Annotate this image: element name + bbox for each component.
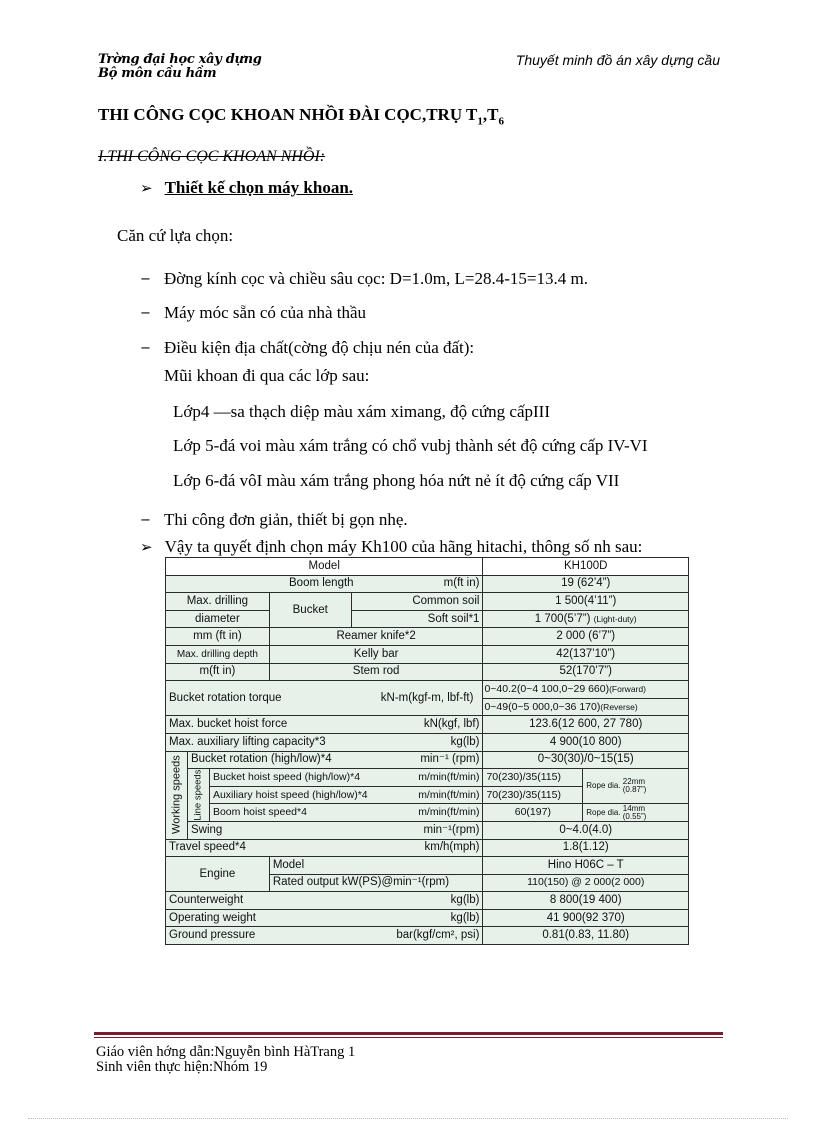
title-sub-1: 1 — [477, 115, 483, 128]
geology-intro: Mũi khoan đi qua các lớp sau: — [164, 366, 370, 385]
list-item — [140, 338, 475, 357]
kg-unit: kg(lb) — [450, 911, 480, 924]
swing-label: Swing — [190, 823, 223, 836]
list-item-text: Đờng kính cọc và chiều sâu cọc: D=1.0m, L=28.4-15=13.4 m. — [164, 269, 588, 288]
list-item — [140, 269, 588, 288]
table-row — [166, 716, 689, 734]
table-row — [166, 558, 689, 576]
footer-divider-thin — [94, 1037, 723, 1038]
table-cell: 123.6(12 600, 27 780) — [483, 716, 689, 734]
table-cell — [187, 751, 482, 769]
travel-unit: km/h(mph) — [424, 841, 480, 854]
table-header-value: KH100D — [483, 558, 689, 576]
bucket-hoist-label: Bucket hoist speed (high/low)*4 — [212, 770, 361, 783]
rope-size-14: 14mm — [622, 803, 645, 813]
aux-lift-unit: kg(lb) — [450, 735, 480, 748]
section-heading: I.THI CÔNG CỌC KHOAN NHỒI: — [98, 148, 326, 165]
table-cell — [166, 927, 483, 945]
table-cell — [166, 909, 483, 927]
boom-hoist-label: Boom hoist speed*4 — [212, 806, 307, 819]
table-row — [166, 909, 689, 927]
table-row — [166, 575, 689, 593]
counterweight-label: Counterweight — [169, 894, 244, 907]
table-cell: 1.8(1.12) — [483, 839, 689, 857]
footer-student: Sinh viên thực hiện:Nhóm 19 — [96, 1059, 268, 1075]
table-cell — [166, 681, 483, 716]
torque-unit: kN-m(kgf-m, lbf-ft) — [380, 691, 474, 704]
aux-hoist-label: Auxiliary hoist speed (high/low)*4 — [212, 788, 368, 801]
table-cell — [166, 733, 483, 751]
dash-bullet: − — [140, 513, 151, 528]
table-cell: Hino H06C – T — [483, 857, 689, 875]
list-item — [140, 510, 408, 529]
reverse-note: (Reverse) — [600, 701, 638, 712]
speed-unit: m/min(ft/min) — [418, 770, 480, 783]
dash-bullet: − — [140, 272, 151, 287]
table-cell — [166, 839, 483, 857]
table-cell: 52(170’7”) — [483, 663, 689, 681]
table-row — [166, 610, 689, 628]
travel-label: Travel speed*4 — [169, 841, 246, 854]
page-title — [98, 105, 504, 127]
rope-dia-label: Rope dia. — [586, 781, 621, 791]
boom-length-label: Boom length — [289, 577, 354, 590]
list-item-text: Điều kiện địa chất(cờng độ chịu nén của đất): — [164, 338, 475, 357]
table-cell: 110(150) @ 2 000(2 000) — [483, 874, 689, 892]
table-cell — [583, 769, 689, 804]
table-row — [166, 821, 689, 839]
list-item-text: Máy móc sẵn có của nhà thầu — [164, 303, 367, 322]
table-cell — [166, 575, 483, 593]
table-cell: 0~4.0(4.0) — [483, 821, 689, 839]
table-cell: Rated output kW(PS)@min⁻¹(rpm) — [269, 874, 483, 892]
table-cell: Max. drilling — [166, 593, 270, 611]
list-item — [140, 303, 367, 322]
spec-table — [165, 557, 689, 945]
soft-soil-value: 1 700(5’7”) — [534, 612, 591, 625]
table-cell: m(ft in) — [166, 663, 270, 681]
operating-weight-label: Operating weight — [169, 911, 256, 924]
bucket-rotation-unit: min⁻¹ (rpm) — [420, 753, 480, 766]
speed-unit: m/min(ft/min) — [418, 806, 480, 819]
table-cell: Common soil — [351, 593, 483, 611]
table-cell — [187, 821, 482, 839]
table-cell — [483, 681, 689, 699]
table-cell — [483, 610, 689, 628]
page-bottom-border — [28, 1118, 788, 1119]
table-cell: Model — [269, 857, 483, 875]
torque-reverse: 0~49(0~5 000,0~36 170) — [484, 700, 601, 713]
table-row — [166, 681, 689, 699]
arrow-bullet-icon: ➢ — [140, 538, 153, 556]
dash-bullet: − — [140, 341, 151, 356]
table-cell: 41 900(92 370) — [483, 909, 689, 927]
table-cell: 60(197) — [483, 804, 583, 822]
table-cell: diameter — [166, 610, 270, 628]
table-row — [166, 839, 689, 857]
aux-lift-label: Max. auxiliary lifting capacity*3 — [169, 735, 326, 748]
ground-pressure-label: Ground pressure — [169, 929, 256, 942]
table-cell — [483, 698, 689, 716]
table-cell: 70(230)/35(115) — [483, 769, 583, 787]
subheading: Thiết kế chọn máy khoan. — [164, 178, 354, 197]
title-text: THI CÔNG CỌC KHOAN NHỒI ĐÀI CỌC,TRỤ T — [98, 105, 478, 124]
speed-unit: m/min(ft/min) — [418, 788, 480, 801]
table-cell: Max. drilling depth — [166, 645, 270, 663]
header-right: Thuyết minh đồ án xây dựng cầu — [515, 52, 720, 68]
table-cell: Engine — [166, 857, 270, 892]
table-cell: 2 000 (6’7”) — [483, 628, 689, 646]
rope-size-22-inch: (0.87”) — [622, 785, 647, 795]
table-cell: Kelly bar — [269, 645, 483, 663]
header-left — [98, 53, 262, 81]
table-cell: 4 900(10 800) — [483, 733, 689, 751]
table-cell — [583, 804, 689, 822]
table-cell: 70(230)/35(115) — [483, 786, 583, 804]
table-cell — [209, 769, 482, 787]
title-sub-6: 6 — [498, 115, 504, 128]
subheading-row — [140, 178, 353, 198]
header-department: Bộ môn cầu hầm — [98, 66, 217, 81]
table-row — [166, 733, 689, 751]
intro-text: Căn cứ lựa chọn: — [117, 226, 234, 245]
layer-item: Lớp 6-đá vôI màu xám trắng phong hóa nứt nẻ ít độ cứng cấp VII — [173, 471, 620, 490]
layer-item: Lớp4 —sa thạch diệp màu xám ximang, độ cứng cấpIII — [173, 402, 550, 421]
title-comma: ,T — [482, 105, 499, 124]
table-cell: Bucket — [269, 593, 351, 628]
rope-size-14-inch: (0.55”) — [622, 811, 647, 821]
table-row — [166, 927, 689, 945]
table-cell — [166, 892, 483, 910]
table-row — [166, 857, 689, 875]
forward-note: (Forward) — [609, 683, 646, 694]
list-item-text: Thi công đơn giản, thiết bị gọn nhẹ. — [164, 510, 408, 529]
table-row — [166, 892, 689, 910]
bucket-rotation-label: Bucket rotation (high/low)*4 — [190, 753, 332, 766]
working-speeds-label: Working speeds — [166, 751, 188, 839]
table-row — [166, 593, 689, 611]
light-duty-note: (Light-duty) — [593, 613, 637, 624]
swing-unit: min⁻¹(rpm) — [423, 823, 480, 836]
table-row — [166, 769, 689, 787]
boom-length-unit: m(ft in) — [443, 577, 480, 590]
table-header-model: Model — [166, 558, 483, 576]
arrow-bullet-icon: ➢ — [140, 179, 153, 197]
table-cell — [209, 804, 482, 822]
table-cell: 0.81(0.83, 11.80) — [483, 927, 689, 945]
table-cell — [166, 716, 483, 734]
rope-dia-label: Rope dia. — [586, 807, 621, 817]
table-row — [166, 645, 689, 663]
table-cell: Reamer knife*2 — [269, 628, 483, 646]
torque-label: Bucket rotation torque — [169, 691, 282, 704]
table-row — [166, 663, 689, 681]
table-cell — [209, 786, 482, 804]
table-row — [166, 751, 689, 769]
kg-unit: kg(lb) — [450, 894, 480, 907]
hoist-force-label: Max. bucket hoist force — [169, 718, 288, 731]
table-cell: 1 500(4’11”) — [483, 593, 689, 611]
conclusion-text: Vậy ta quyết định chọn máy Kh100 của hãng hitachi, thông số nh sau: — [164, 537, 643, 556]
table-cell: 0~30(30)/0~15(15) — [483, 751, 689, 769]
header-university: Trờng đại học xây dựng — [98, 52, 262, 67]
ground-pressure-unit: bar(kgf/cm², psi) — [396, 929, 480, 942]
rope-size-22: 22mm — [622, 777, 645, 787]
table-row — [166, 804, 689, 822]
table-cell: mm (ft in) — [166, 628, 270, 646]
torque-forward: 0~40.2(0~4 100,0~29 660) — [484, 682, 610, 695]
table-cell: 42(137’10”) — [483, 645, 689, 663]
footer-divider — [94, 1032, 723, 1035]
line-speeds-label: Line speeds — [187, 769, 209, 822]
table-cell: 19 (62’4”) — [483, 575, 689, 593]
table-cell: Stem rod — [269, 663, 483, 681]
layer-item: Lớp 5-đá voi màu xám trắng có chổ vubj thành sét độ cứng cấp IV-VI — [173, 436, 648, 455]
dash-bullet: − — [140, 306, 151, 321]
footer-teacher: Giáo viên hớng dẫn:Nguyễn bình HàTrang 1 — [96, 1044, 356, 1060]
table-cell: 8 800(19 400) — [483, 892, 689, 910]
conclusion-row — [140, 537, 642, 557]
table-row — [166, 628, 689, 646]
hoist-force-unit: kN(kgf, lbf) — [423, 718, 480, 731]
table-cell: Soft soil*1 — [351, 610, 483, 628]
